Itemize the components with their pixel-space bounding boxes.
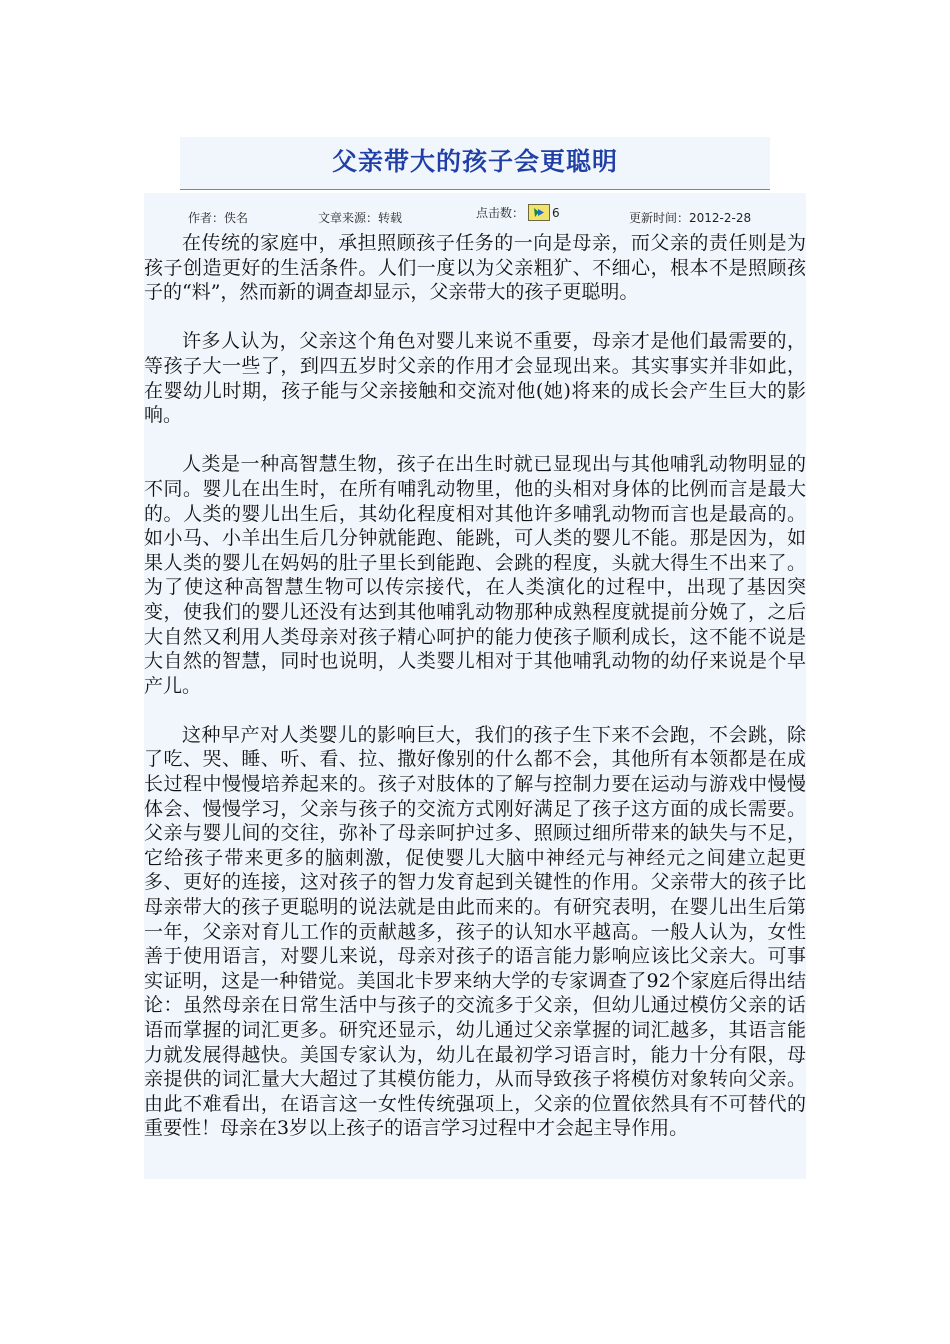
paragraph: 人类是一种高智慧生物，孩子在出生时就已显现出与其他哺乳动物明显的不同。婴儿在出生时，在所有哺乳动物里，他的头相对身体的比例而言是最大的。人类的婴儿出生后，其幼化程度相对其他许多哺乳动物而言也是最高的。如小马、小羊出生后几分钟就能跑、能跳，可人类的婴儿不能。那是因为，如果人类的婴儿在妈妈的肚子里长到能跑、会跳的程度，头就大得生不出来了。为了使这种高智慧生物可以传宗接代，在人类演化的过程中，出现了基因突变，使我们的婴儿还没有达到其他哺乳动物那种成熟程度就提前分娩了，之后大自然又利用人类母亲对孩子精心呵护的能力使孩子顺利成长，这不能不说是大自然的智慧，同时也说明，人类婴儿相对于其他哺乳动物的幼仔来说是个早产儿。 bbox=[144, 453, 806, 697]
meta-clicks bbox=[476, 204, 560, 221]
meta-source: 文章来源：转载 bbox=[318, 211, 403, 225]
meta-author: 作者：佚名 bbox=[188, 211, 249, 225]
article-body bbox=[144, 193, 806, 1179]
meta-clicks-value: 6 bbox=[552, 205, 560, 220]
article-meta bbox=[188, 207, 806, 227]
paragraph: 许多人认为，父亲这个角色对婴儿来说不重要，母亲才是他们最需要的，等孩子大一些了，到四五岁时父亲的作用才会显现出来。其实事实并非如此，在婴幼儿时期，孩子能与父亲接触和交流对他(她)将来的成长会产生巨大的影响。 bbox=[144, 330, 806, 427]
meta-clicks-label: 点击数： bbox=[476, 206, 525, 220]
paragraph: 这种早产对人类婴儿的影响巨大，我们的孩子生下来不会跑，不会跳，除了吃、哭、睡、听、看、拉、撒好像别的什么都不会，其他所有本领都是在成长过程中慢慢培养起来的。孩子对肢体的了解与控制力要在运动与游戏中慢慢体会、慢慢学习，父亲与孩子的交流方式刚好满足了孩子这方面的成长需要。父亲与婴儿间的交往，弥补了母亲呵护过多、照顾过细所带来的缺失与不足，它给孩子带来更多的脑刺激，促使婴儿大脑中神经元与神经元之间建立起更多、更好的连接，这对孩子的智力发育起到关键性的作用。父亲带大的孩子比母亲带大的孩子更聪明的说法就是由此而来的。有研究表明，在婴儿出生后第一年，父亲对育儿工作的贡献越多，孩子的认知水平越高。一般人认为，女性善于使用语言，对婴儿来说，母亲对孩子的语言能力影响应该比父亲大。可事实证明，这是一种错觉。美国北卡罗来纳大学的专家调查了92个家庭后得出结论：虽然母亲在日常生活中与孩子的交流多于父亲，但幼儿通过模仿父亲的话语而掌握的词汇更多。研究还显示，幼儿通过父亲掌握的词汇越多，其语言能力就发展得越快。美国专家认为，幼儿在最初学习语言时，能力十分有限，母亲提供的词汇量大大超过了其模仿能力，从而导致孩子将模仿对象转向父亲。由此不难看出，在语言这一女性传统强项上，父亲的位置依然具有不可替代的重要性！母亲在3岁以上孩子的语言学习过程中才会起主导作用。 bbox=[144, 723, 806, 1140]
title-banner bbox=[180, 137, 770, 190]
article-title: 父亲带大的孩子会更聪明 bbox=[331, 147, 618, 176]
click-counter-icon bbox=[528, 204, 550, 221]
meta-update-time: 更新时间：2012-2-28 bbox=[629, 211, 752, 225]
article-text bbox=[144, 231, 806, 1141]
paragraph: 在传统的家庭中，承担照顾孩子任务的一向是母亲，而父亲的责任则是为孩子创造更好的生活条件。人们一度以为父亲粗犷、不细心，根本不是照顾孩子的“料”，然而新的调查却显示，父亲带大的孩子更聪明。 bbox=[144, 232, 806, 304]
